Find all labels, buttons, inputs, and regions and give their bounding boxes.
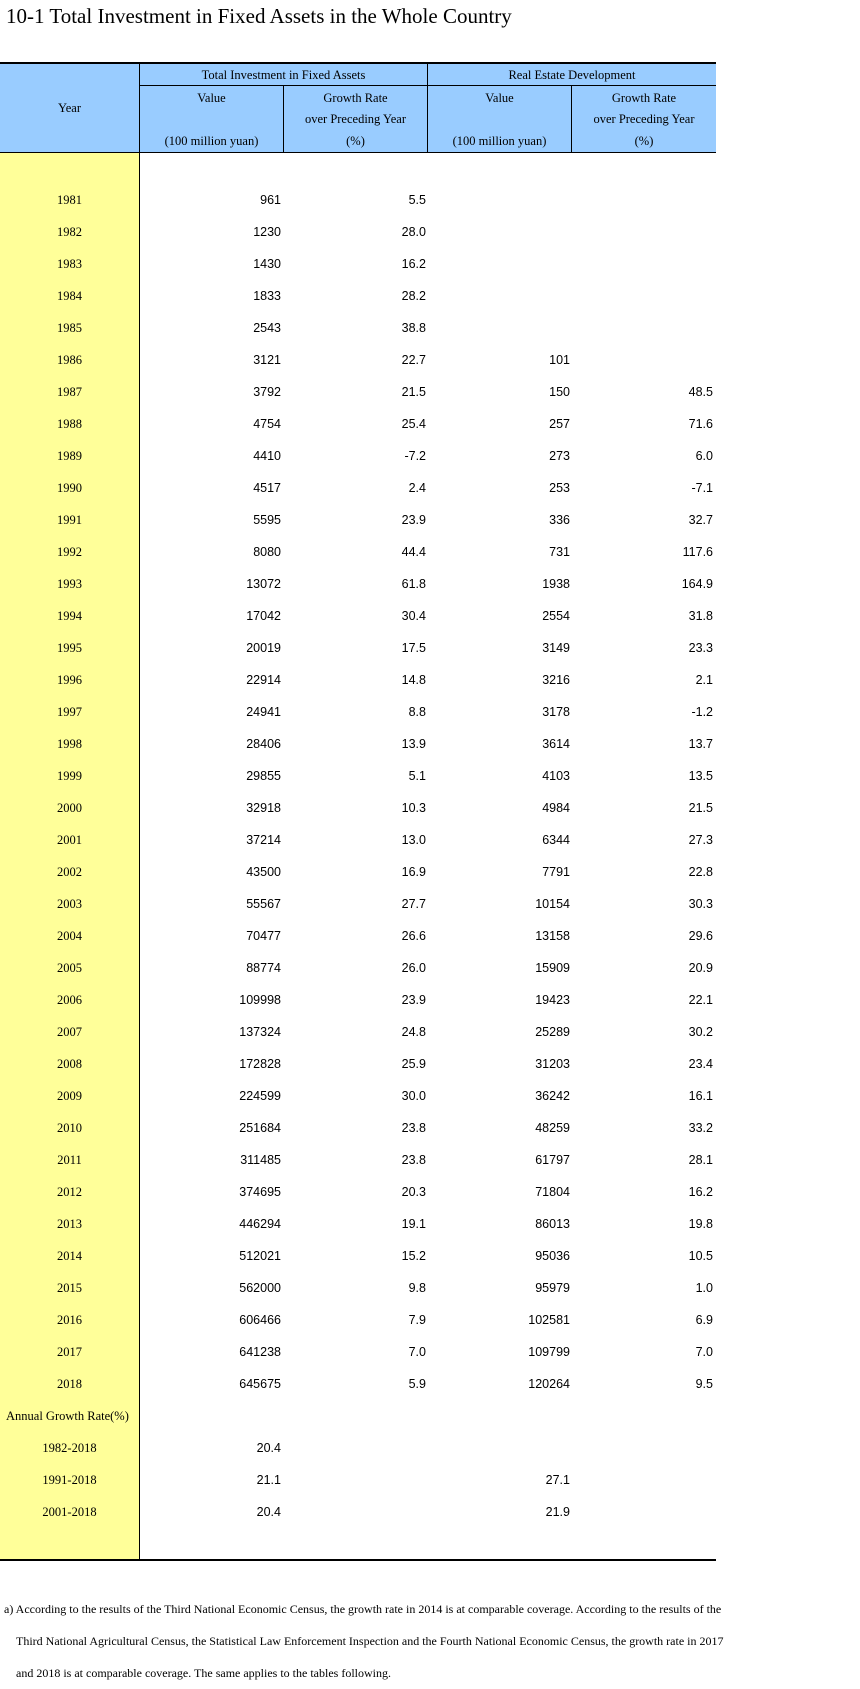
row-year: 1986 [57,353,82,367]
table-row [0,632,716,664]
row-year: 2010 [57,1121,82,1135]
table-row [0,1176,716,1208]
table-row [0,1144,716,1176]
table-row [0,952,716,984]
table-row [0,472,716,504]
re-value-cell: 19423 [535,993,570,1007]
re-growth-cell: 71.6 [688,417,713,431]
table-row [0,792,716,824]
header-total-growth-1: Growth Rate [323,91,388,105]
table-row [0,1336,716,1368]
total-growth-cell: 28.2 [401,289,426,303]
total-growth-cell: 30.4 [401,609,426,623]
row-year: 1982 [57,225,82,239]
re-value-cell: 3614 [542,737,570,751]
total-value-cell: 43500 [246,865,281,879]
row-year: 1991 [57,513,82,527]
total-growth-cell: 17.5 [401,641,426,655]
total-growth-cell: 13.9 [401,737,426,751]
header-re-growth-unit: (%) [634,134,654,148]
re-value-cell: 109799 [528,1345,570,1359]
row-year: 2005 [57,961,82,975]
row-year: 1987 [57,385,82,399]
table-row [0,1368,716,1400]
header-re-growth-2: over Preceding Year [593,112,695,126]
re-growth-cell: 16.2 [688,1185,713,1199]
row-year: 2004 [57,929,82,943]
total-value-cell: 20.4 [256,1505,281,1519]
header-total-investment: Total Investment in Fixed Assets [201,68,366,82]
total-growth-cell: 26.0 [401,961,426,975]
table-row [0,600,716,632]
header-total-growth-2: over Preceding Year [304,112,406,126]
total-value-cell: 70477 [246,929,281,943]
re-growth-cell: 30.2 [688,1025,713,1039]
re-growth-cell: -1.2 [691,705,713,719]
annual-growth-row [0,1464,716,1496]
row-year: 2001 [57,833,82,847]
re-value-cell: 4103 [542,769,570,783]
row-year: 2018 [57,1377,82,1391]
table-row [0,1016,716,1048]
total-value-cell: 20.4 [256,1441,281,1455]
total-value-cell: 24941 [246,705,281,719]
re-growth-cell: 13.5 [688,769,713,783]
table-row [0,1208,716,1240]
re-value-cell: 253 [549,481,570,495]
table-bottom-rule [0,1559,716,1561]
re-growth-cell: 48.5 [688,385,713,399]
table-row [0,536,716,568]
re-value-cell: 101 [549,353,570,367]
re-value-cell: 95979 [535,1281,570,1295]
footnote-line-1: a) According to the results of the Third National Economic Census, the growth rate in 2014 is at comparable coverage. According to the results of the [4,1602,722,1616]
total-value-cell: 5595 [253,513,281,527]
table-row [0,920,716,952]
table-row [0,696,716,728]
row-year: 1984 [57,289,82,303]
header-real-estate: Real Estate Development [508,68,636,82]
total-value-cell: 37214 [246,833,281,847]
re-value-cell: 27.1 [545,1473,570,1487]
row-year: 1989 [57,449,82,463]
re-growth-cell: 13.7 [688,737,713,751]
table-row [0,248,716,280]
footnote-line-2: Third National Agricultural Census, the Statistical Law Enforcement Inspection and the Fourth National Economic Census, the growth rate in 2017 [16,1634,724,1648]
table-row [0,1272,716,1304]
total-growth-cell: 19.1 [401,1217,426,1231]
total-value-cell: 28406 [246,737,281,751]
total-value-cell: 21.1 [256,1473,281,1487]
re-growth-cell: 6.0 [695,449,713,463]
total-value-cell: 645675 [239,1377,281,1391]
total-growth-cell: 44.4 [401,545,426,559]
re-value-cell: 731 [549,545,570,559]
table-row [0,824,716,856]
total-value-cell: 55567 [246,897,281,911]
row-year: 1982-2018 [42,1441,97,1455]
total-growth-cell: 61.8 [401,577,426,591]
table-row [0,728,716,760]
table-row [0,856,716,888]
re-growth-cell: 29.6 [688,929,713,943]
total-value-cell: 8080 [253,545,281,559]
total-value-cell: 172828 [239,1057,281,1071]
page-title: 10-1 Total Investment in Fixed Assets in the Whole Country [6,4,512,28]
total-value-cell: 29855 [246,769,281,783]
row-year: 1988 [57,417,82,431]
re-value-cell: 102581 [528,1313,570,1327]
table-row [0,760,716,792]
total-growth-cell: 5.9 [408,1377,426,1391]
re-value-cell: 7791 [542,865,570,879]
row-year: 2017 [57,1345,82,1359]
row-year: 1997 [57,705,82,719]
total-growth-cell: 23.9 [401,993,426,1007]
re-value-cell: 61797 [535,1153,570,1167]
re-growth-cell: 117.6 [682,545,713,559]
annual-growth-label: Annual Growth Rate(%) [6,1409,129,1423]
re-value-cell: 120264 [528,1377,570,1391]
header-total-value-unit: (100 million yuan) [164,134,259,148]
footnote-line-3: and 2018 is at comparable coverage. The same applies to the tables following. [16,1666,391,1680]
total-growth-cell: 7.0 [408,1345,426,1359]
table-row [0,280,716,312]
total-growth-cell: 5.1 [408,769,426,783]
row-year: 1981 [57,193,82,207]
row-year: 2016 [57,1313,82,1327]
re-value-cell: 21.9 [545,1505,570,1519]
row-year: 2011 [57,1153,82,1167]
total-growth-cell: 22.7 [401,353,426,367]
header-year: Year [57,101,82,115]
re-growth-cell: 20.9 [688,961,713,975]
total-value-cell: 2543 [253,321,281,335]
total-value-cell: 224599 [239,1089,281,1103]
row-year: 1990 [57,481,82,495]
table-row [0,568,716,600]
row-year: 1992 [57,545,82,559]
table-row [0,440,716,472]
total-growth-cell: 30.0 [401,1089,426,1103]
re-value-cell: 4984 [542,801,570,815]
row-year: 2008 [57,1057,82,1071]
re-growth-cell: 21.5 [688,801,713,815]
total-value-cell: 3121 [253,353,281,367]
total-growth-cell: 16.9 [401,865,426,879]
re-growth-cell: 16.1 [688,1089,713,1103]
re-value-cell: 31203 [535,1057,570,1071]
re-value-cell: 1938 [542,577,570,591]
table-row [0,1240,716,1272]
annual-growth-row [0,1496,716,1528]
row-year: 1998 [57,737,82,751]
re-value-cell: 25289 [535,1025,570,1039]
row-year: 2015 [57,1281,82,1295]
header-re-value: Value [485,91,514,105]
header-re-value-unit: (100 million yuan) [452,134,547,148]
row-year: 1991-2018 [42,1473,97,1487]
header-bottom-rule [0,152,716,153]
re-growth-cell: -7.1 [691,481,713,495]
header-total-value: Value [197,91,226,105]
re-value-cell: 150 [549,385,570,399]
row-year: 2007 [57,1025,82,1039]
total-value-cell: 13072 [246,577,281,591]
re-growth-cell: 1.0 [695,1281,713,1295]
total-growth-cell: 14.8 [401,673,426,687]
total-growth-cell: -7.2 [404,449,426,463]
re-growth-cell: 23.3 [688,641,713,655]
total-value-cell: 4517 [253,481,281,495]
row-year: 2000 [57,801,82,815]
row-year: 1994 [57,609,82,623]
total-growth-cell: 15.2 [401,1249,426,1263]
re-growth-cell: 23.4 [688,1057,713,1071]
total-value-cell: 1230 [253,225,281,239]
re-value-cell: 273 [549,449,570,463]
total-growth-cell: 16.2 [401,257,426,271]
re-growth-cell: 9.5 [695,1377,713,1391]
total-value-cell: 606466 [239,1313,281,1327]
re-growth-cell: 7.0 [695,1345,713,1359]
total-value-cell: 109998 [239,993,281,1007]
total-value-cell: 374695 [239,1185,281,1199]
total-value-cell: 641238 [239,1345,281,1359]
total-growth-cell: 23.8 [401,1121,426,1135]
total-value-cell: 251684 [239,1121,281,1135]
re-growth-cell: 164.9 [681,577,713,591]
total-value-cell: 1833 [253,289,281,303]
table-row [0,1112,716,1144]
total-growth-cell: 7.9 [408,1313,426,1327]
re-value-cell: 71804 [535,1185,570,1199]
re-growth-cell: 32.7 [688,513,713,527]
total-value-cell: 1430 [253,257,281,271]
table-row [0,664,716,696]
total-growth-cell: 28.0 [401,225,426,239]
row-year: 2012 [57,1185,82,1199]
total-growth-cell: 13.0 [401,833,426,847]
total-value-cell: 20019 [246,641,281,655]
total-growth-cell: 9.8 [408,1281,426,1295]
re-growth-cell: 28.1 [688,1153,713,1167]
total-growth-cell: 26.6 [401,929,426,943]
row-year: 2006 [57,993,82,1007]
row-year: 1999 [57,769,82,783]
total-growth-cell: 2.4 [408,481,426,495]
total-growth-cell: 21.5 [401,385,426,399]
row-year: 2003 [57,897,82,911]
re-value-cell: 2554 [542,609,570,623]
re-value-cell: 3178 [542,705,570,719]
header-re-growth-1: Growth Rate [611,91,677,105]
row-year: 1985 [57,321,82,335]
total-growth-cell: 25.4 [401,417,426,431]
re-value-cell: 3216 [542,673,570,687]
row-year: 2013 [57,1217,82,1231]
row-year: 1993 [57,577,82,591]
re-growth-cell: 22.1 [688,993,713,1007]
re-growth-cell: 27.3 [688,833,713,847]
re-value-cell: 6344 [542,833,570,847]
table-top-rule [0,62,716,64]
table-row [0,1048,716,1080]
total-growth-cell: 20.3 [401,1185,426,1199]
total-growth-cell: 25.9 [401,1057,426,1071]
re-growth-cell: 10.5 [688,1249,713,1263]
table-row [0,888,716,920]
table-row [0,376,716,408]
total-value-cell: 512021 [239,1249,281,1263]
total-growth-cell: 24.8 [401,1025,426,1039]
re-value-cell: 36242 [535,1089,570,1103]
re-value-cell: 48259 [535,1121,570,1135]
total-value-cell: 22914 [246,673,281,687]
table-row [0,504,716,536]
re-value-cell: 336 [549,513,570,527]
re-growth-cell: 30.3 [688,897,713,911]
table-row [0,216,716,248]
re-value-cell: 86013 [535,1217,570,1231]
total-growth-cell: 23.8 [401,1153,426,1167]
row-year: 2002 [57,865,82,879]
total-value-cell: 311485 [240,1153,281,1167]
row-year: 2001-2018 [42,1505,97,1519]
row-year: 2014 [57,1249,82,1263]
re-growth-cell: 33.2 [688,1121,713,1135]
row-year: 1996 [57,673,82,687]
total-growth-cell: 23.9 [401,513,426,527]
re-growth-cell: 19.8 [688,1217,713,1231]
total-value-cell: 3792 [253,385,281,399]
row-year: 1995 [57,641,82,655]
table-row [0,408,716,440]
total-value-cell: 17042 [246,609,281,623]
annual-growth-row [0,1432,716,1464]
header-total-growth-unit: (%) [346,134,365,148]
re-growth-cell: 22.8 [688,865,713,879]
total-value-cell: 562000 [239,1281,281,1295]
re-growth-cell: 31.8 [688,609,713,623]
re-value-cell: 13158 [535,929,570,943]
row-year: 1983 [57,257,82,271]
total-growth-cell: 10.3 [401,801,426,815]
table-row [0,312,716,344]
total-value-cell: 137324 [239,1025,281,1039]
total-value-cell: 88774 [246,961,281,975]
table-row [0,984,716,1016]
table-row [0,184,716,216]
total-growth-cell: 5.5 [408,193,426,207]
total-value-cell: 4754 [253,417,281,431]
re-growth-cell: 2.1 [695,673,713,687]
row-year: 2009 [57,1089,82,1103]
total-value-cell: 961 [260,193,281,207]
total-value-cell: 446294 [239,1217,281,1231]
re-value-cell: 257 [549,417,570,431]
re-value-cell: 3149 [542,641,570,655]
total-value-cell: 4410 [253,449,281,463]
table-row [0,344,716,376]
total-growth-cell: 8.8 [408,705,426,719]
total-growth-cell: 27.7 [401,897,426,911]
table-row [0,1304,716,1336]
re-value-cell: 95036 [535,1249,570,1263]
table-row [0,1080,716,1112]
re-value-cell: 15909 [535,961,570,975]
total-growth-cell: 38.8 [401,321,426,335]
total-value-cell: 32918 [246,801,281,815]
re-value-cell: 10154 [535,897,570,911]
re-growth-cell: 6.9 [695,1313,713,1327]
